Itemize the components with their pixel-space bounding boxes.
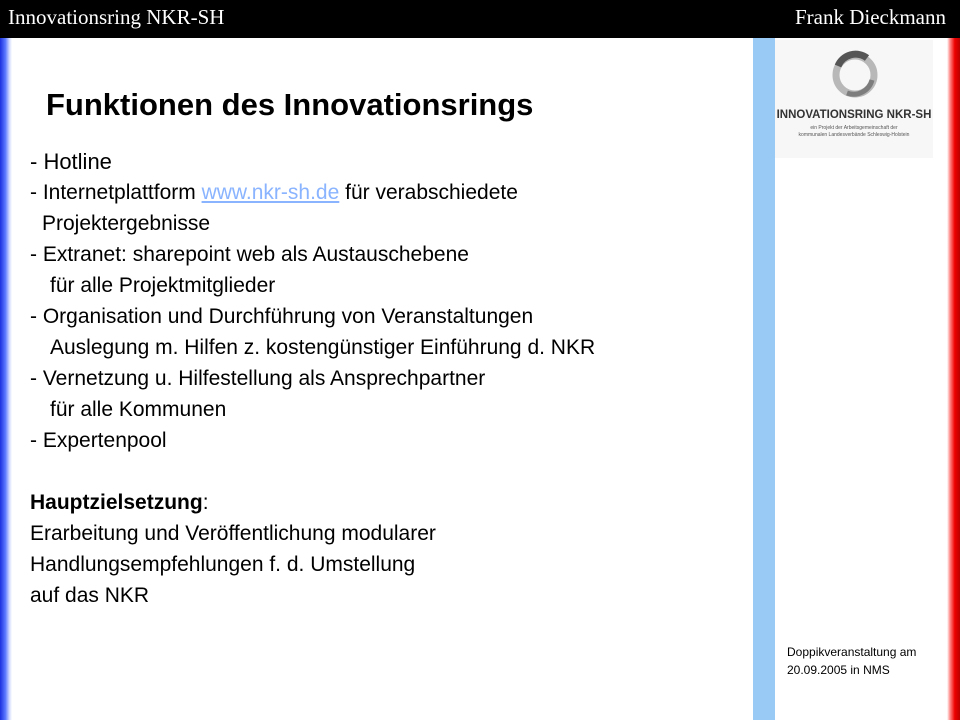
slide-title: Funktionen des Innovationsrings (46, 87, 534, 122)
footer-line-1: Doppikveranstaltung am (787, 645, 917, 659)
slide-body (30, 146, 750, 611)
logo-graphic (775, 40, 933, 158)
item-organisation: - Organisation und Durchführung von Veranstaltungen (30, 305, 534, 328)
item-internet-suffix: für verabschiedete (339, 181, 518, 204)
right-red-stripe (947, 38, 960, 720)
item-organisation-continuation: Auslegung m. Hilfen z. kostengünstiger Einführung d. NKR (50, 336, 596, 359)
item-internetplattform (30, 177, 750, 208)
item-vernetzung-continuation: für alle Kommunen (50, 398, 227, 421)
logo-ring-icon (836, 54, 874, 94)
goal-line-1: Erarbeitung und Veröffentlichung modularer (30, 522, 436, 545)
innovationsring-logo (775, 40, 933, 158)
item-internet-prefix: - Internetplattform (30, 181, 202, 204)
header-left-text: Innovationsring NKR-SH (8, 5, 225, 29)
footer-note (787, 643, 947, 679)
item-hotline: - Hotline (30, 149, 112, 174)
item-internet-continuation: Projektergebnisse (42, 212, 211, 235)
goal-heading (30, 487, 750, 518)
item-extranet: - Extranet: sharepoint web als Austauschebene (30, 243, 469, 266)
goal-label: Hauptzielsetzung (30, 491, 203, 514)
item-expertenpool: - Expertenpool (30, 429, 167, 452)
item-extranet-continuation: für alle Projektmitglieder (50, 274, 276, 297)
spacer (30, 456, 750, 487)
goal-line-3: auf das NKR (30, 584, 150, 607)
right-lightblue-stripe (753, 38, 775, 720)
logo-subtitle-2: kommunalen Landesverbände Schleswig-Holstein (798, 132, 910, 138)
item-vernetzung: - Vernetzung u. Hilfestellung als Ansprechpartner (30, 367, 486, 390)
logo-title: INNOVATIONSRING NKR-SH (776, 109, 932, 121)
header-right-text: Frank Dieckmann (794, 5, 946, 29)
logo-subtitle-1: ein Projekt der Arbeitsgemeinschaft der (810, 125, 898, 131)
nkr-sh-link[interactable]: www.nkr-sh.de (201, 181, 340, 204)
header-bar (0, 0, 960, 38)
footer-line-2: 20.09.2005 in NMS (787, 663, 890, 677)
left-blue-stripe (0, 38, 12, 720)
goal-colon: : (202, 491, 209, 514)
goal-line-2: Handlungsempfehlungen f. d. Umstellung (30, 553, 416, 576)
